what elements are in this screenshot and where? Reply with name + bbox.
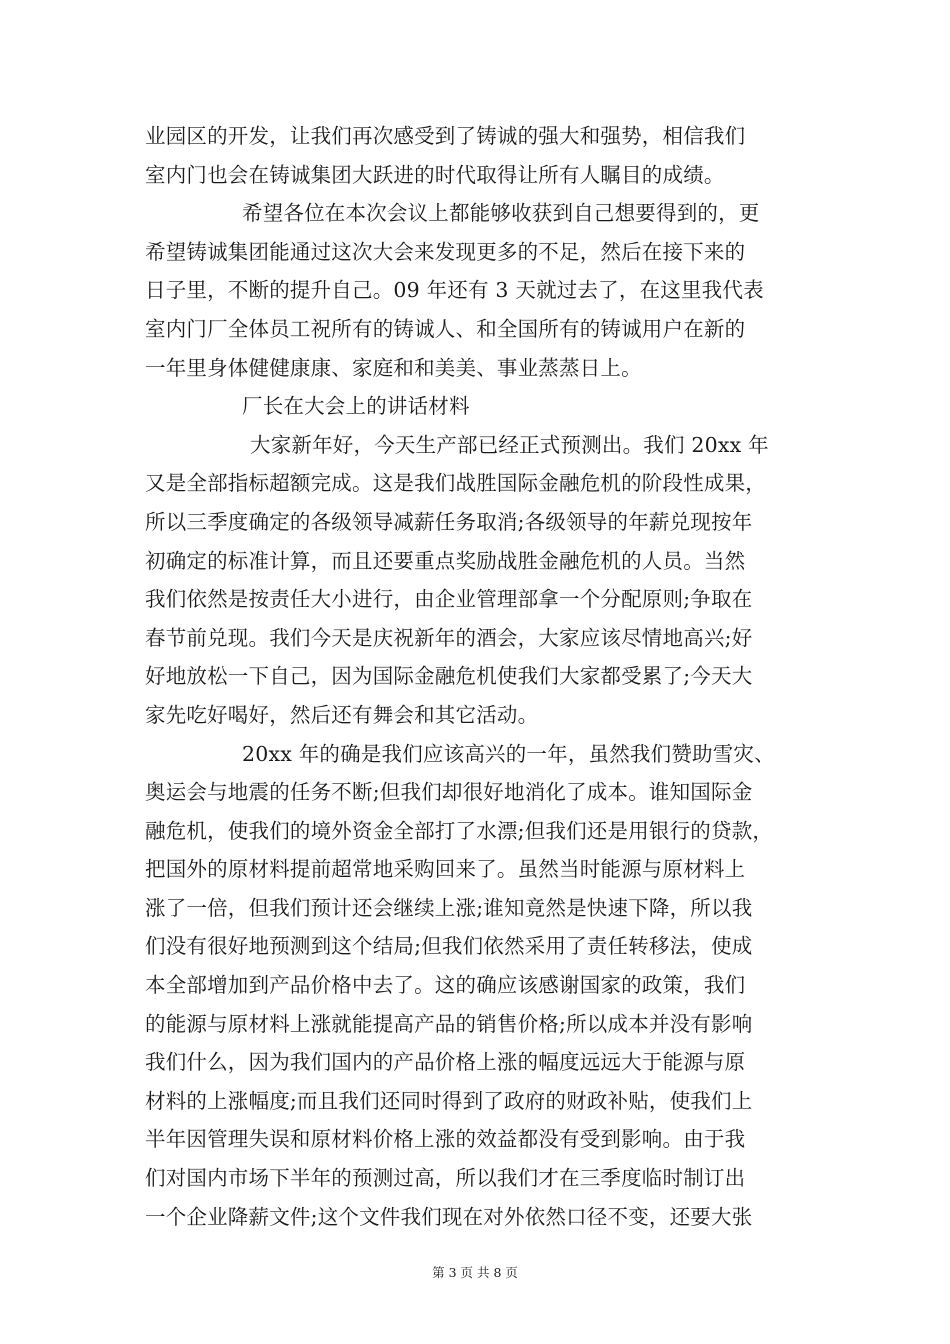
text-line: 融危机，使我们的境外资金全部打了水漂;但我们还是用银行的贷款，: [145, 818, 774, 843]
text-line: 奥运会与地震的任务不断;但我们却很好地消化了成本。谁知国际金: [145, 780, 753, 805]
text-line: 家先吃好喝好，然后还有舞会和其它活动。: [145, 702, 539, 727]
text-line: 我们依然是按责任大小进行，由企业管理部拿一个分配原则;争取在: [145, 587, 753, 612]
text-line: 们没有很好地预测到这个结局;但我们依然采用了责任转移法，使成: [145, 934, 753, 959]
text-line: 的能源与原材料上涨就能提高产品的销售价格;所以成本并没有影响: [145, 1011, 753, 1036]
text-line: 业园区的开发，让我们再次感受到了铸诚的强大和强势，相信我们: [145, 124, 746, 148]
text-line: 涨了一倍，但我们预计还会继续上涨;谁知竟然是快速下降，所以我: [145, 895, 753, 920]
text-line: 好地放松一下自己，因为国际金融危机使我们大家都受累了;今天大: [145, 664, 753, 689]
text-line: 们对国内市场下半年的预测过高，所以我们才在三季度临时制订出: [145, 1166, 746, 1191]
page-number: 第 3 页 共 8 页: [432, 1265, 518, 1280]
paragraph-start-line: 大家新年好，今天生产部已经正式预测出。我们 20xx 年: [250, 432, 769, 457]
paragraph-start-line: 希望各位在本次会议上都能够收获到自己想要得到的，更: [242, 201, 760, 226]
text-line: 室内门厂全体员工祝所有的铸诚人、和全国所有的铸诚用户在新的: [145, 316, 746, 341]
page-footer: [0, 1263, 950, 1281]
text-line: 把国外的原材料提前超常地采购回来了。虽然当时能源与原材料上: [145, 857, 746, 882]
text-line: 又是全部指标超额完成。这是我们战胜国际金融危机的阶段性成果，: [145, 471, 766, 496]
text-line: 本全部增加到产品价格中去了。这的确应该感谢国家的政策，我们: [145, 973, 746, 998]
text-line: 材料的上涨幅度;而且我们还同时得到了政府的财政补贴，使我们上: [145, 1088, 753, 1113]
paragraph-start-line: 20xx 年的确是我们应该高兴的一年，虽然我们赞助雪灾、: [242, 741, 775, 766]
text-line: 所以三季度确定的各级领导减薪任务取消;各级领导的年薪兑现按年: [145, 509, 753, 534]
text-line: 春节前兑现。我们今天是庆祝新年的酒会，大家应该尽情地高兴;好: [145, 625, 753, 650]
section-title: 厂长在大会上的讲话材料: [242, 394, 470, 419]
text-line: 我们什么，因为我们国内的产品价格上涨的幅度远远大于能源与原: [145, 1050, 746, 1075]
text-line: 日子里，不断的提升自己。09 年还有 3 天就过去了，在这里我代表: [145, 278, 764, 303]
text-line: 希望铸诚集团能通过这次大会来发现更多的不足，然后在接下来的: [145, 239, 746, 264]
text-line: 初确定的标准计算，而且还要重点奖励战胜金融危机的人员。当然: [145, 548, 746, 573]
text-line: 一年里身体健健康康、家庭和和美美、事业蒸蒸日上。: [145, 355, 642, 380]
document-body: [145, 117, 817, 1236]
text-line: 室内门也会在铸诚集团大跃进的时代取得让所有人瞩目的成绩。: [145, 162, 725, 187]
text-line: 一个企业降薪文件;这个文件我们现在对外依然口径不变，还要大张: [145, 1204, 753, 1229]
text-line: 半年因管理失误和原材料价格上涨的效益都没有受到影响。由于我: [145, 1127, 746, 1152]
